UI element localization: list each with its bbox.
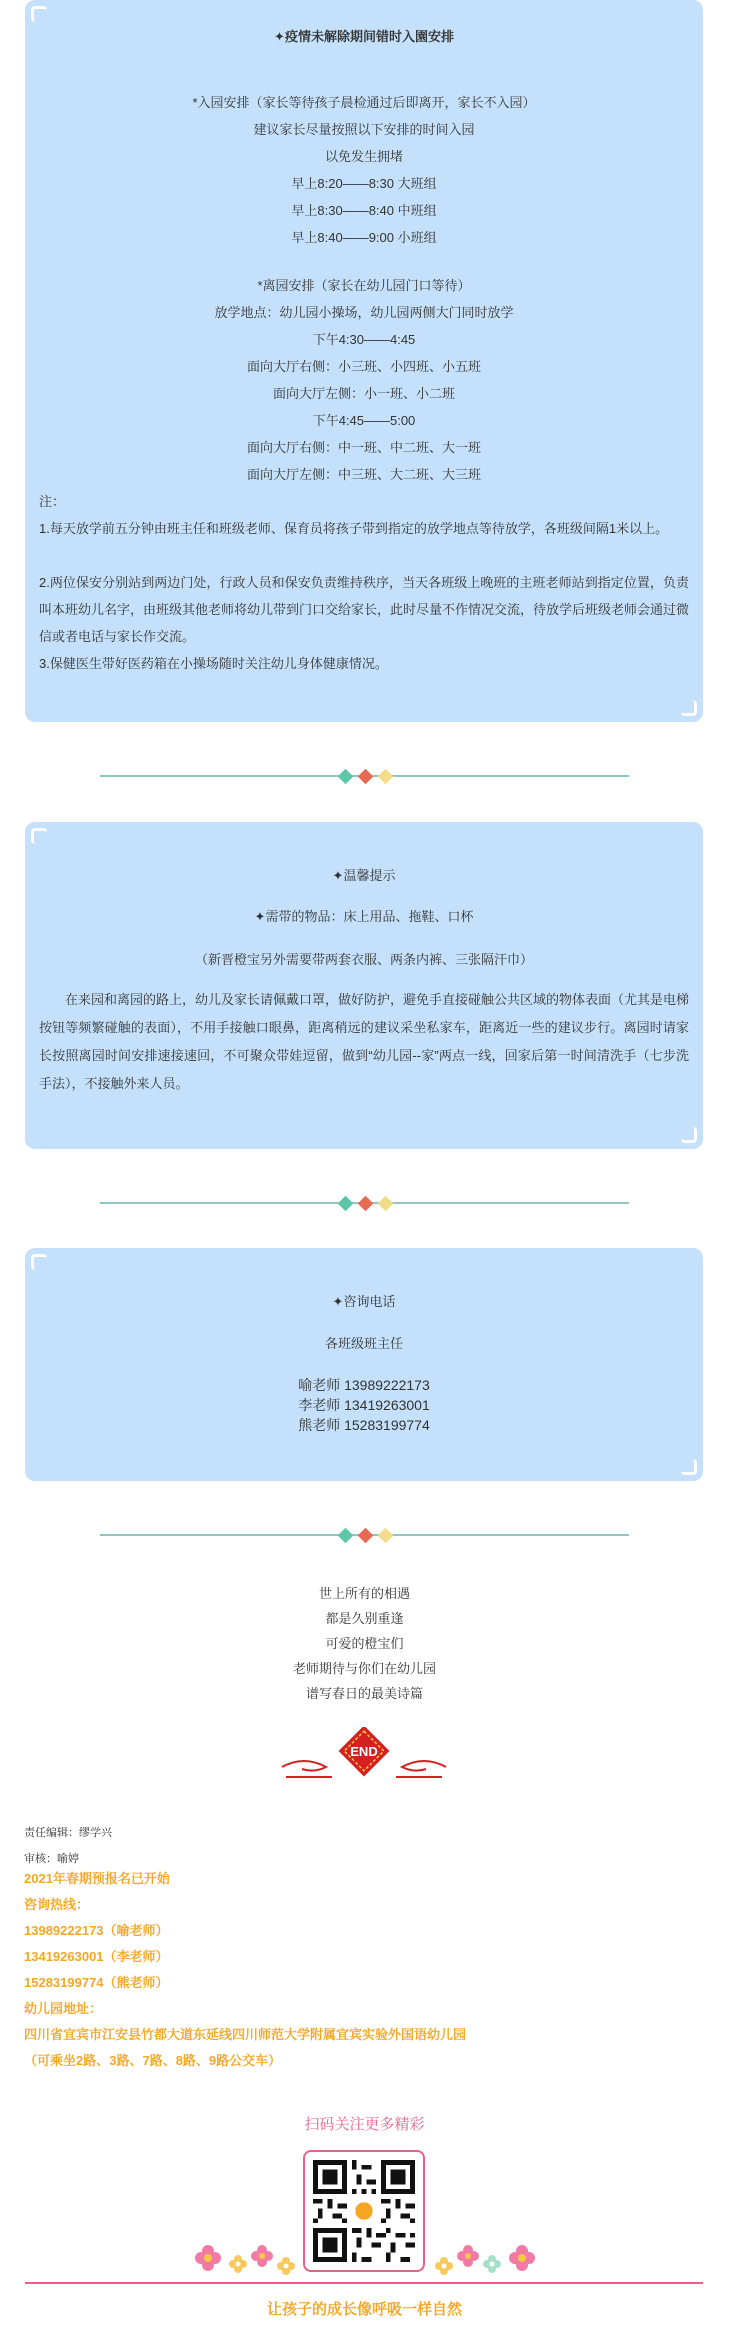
note-label: 注： bbox=[39, 494, 66, 509]
arrive-line: 早上8:30——8:40 中班组 bbox=[291, 203, 437, 218]
arrive-line: 早上8:40——9:00 小班组 bbox=[291, 230, 437, 245]
reviewer-credit: 审核：喻婷 bbox=[24, 1853, 79, 1865]
slogan: 让孩子的成长像呼吸一样自然 bbox=[266, 2301, 462, 2318]
leave-line: 下午4:45——5:00 bbox=[312, 413, 416, 428]
end-badge bbox=[274, 1727, 454, 1795]
contact-subtitle: 各班级班主任 bbox=[324, 1336, 403, 1351]
footer-line: （可乘坐2路、3路、7路、8路、9路公交车） bbox=[24, 2053, 282, 2068]
divider-diamonds-icon bbox=[336, 1196, 396, 1212]
card-heading: ✦疫情未解除期间错时入園安排 bbox=[274, 29, 454, 44]
note-item: 2.两位保安分别站到两边门处，行政人员和保安负责维持秩序，当天各班级上晚班的主班老师站到指定位置，负责叫本班幼儿名字，由班级其他老师将幼儿带到门口交给家长，此时尽量不作情况交流，待放学后班级老师会通过微信或者电话与家长作交流。 bbox=[39, 575, 690, 644]
arrive-title: *入园安排（家长等待孩子晨检通过后即离开，家长不入园） bbox=[192, 95, 536, 110]
corner-decoration-icon bbox=[681, 1127, 697, 1143]
contact-card bbox=[25, 1248, 703, 1481]
card-heading: ✦咨询电话 bbox=[332, 1294, 396, 1309]
footer-line[interactable]: 13419263001（李老师） bbox=[24, 1949, 169, 1964]
poem-line: 都是久别重逢 bbox=[325, 1611, 404, 1626]
card-heading: ✦温馨提示 bbox=[332, 868, 396, 883]
arrive-line: 建议家长尽量按照以下安排的时间入园 bbox=[253, 122, 475, 137]
leave-line: 面向大厅右侧：中一班、中二班、大一班 bbox=[246, 440, 481, 455]
leave-line: 面向大厅左侧：中三班、大二班、大三班 bbox=[246, 467, 481, 482]
editor-credit: 责任编辑：缪学兴 bbox=[24, 1827, 112, 1839]
note-item: 1.每天放学前五分钟由班主任和班级老师、保育员将孩子带到指定的放学地点等待放学，各班级间隔1米以上。 bbox=[39, 521, 669, 536]
leave-line: 下午4:30——4:45 bbox=[312, 332, 416, 347]
corner-decoration-icon bbox=[681, 700, 697, 716]
poem-line: 世上所有的相遇 bbox=[318, 1586, 410, 1601]
corner-decoration-icon bbox=[681, 1459, 697, 1475]
footer-line: 四川省宜宾市江安县竹都大道东延线四川师范大学附属宜宾实验外国语幼儿园 bbox=[24, 2027, 467, 2042]
poem-line: 谱写春日的最美诗篇 bbox=[305, 1686, 423, 1701]
footer-line: 咨询热线： bbox=[24, 1897, 90, 1912]
footer-line: 幼儿园地址： bbox=[24, 2001, 103, 2016]
tips-card bbox=[25, 822, 703, 1149]
flower-decoration-icon bbox=[430, 2238, 540, 2278]
footer-line[interactable]: 15283199774（熊老师） bbox=[24, 1975, 169, 1990]
footer-line[interactable]: 13989222173（喻老师） bbox=[24, 1923, 169, 1938]
flower-decoration-icon bbox=[190, 2238, 300, 2278]
corner-decoration-icon bbox=[31, 828, 47, 844]
end-label: END bbox=[350, 1744, 378, 1759]
qr-code-icon bbox=[313, 2160, 415, 2262]
contact-line[interactable]: 喻老师 13989222173 bbox=[298, 1377, 430, 1393]
leave-line: 面向大厅右侧：小三班、小四班、小五班 bbox=[246, 359, 481, 374]
divider-diamonds-icon bbox=[336, 769, 396, 785]
items-line: ✦需带的物品：床上用品、拖鞋、口杯 bbox=[254, 909, 474, 924]
contact-line[interactable]: 李老师 13419263001 bbox=[298, 1397, 430, 1413]
leave-line: 放学地点：幼儿园小操场，幼儿园两侧大门同时放学 bbox=[214, 305, 514, 320]
poem-line: 可爱的橙宝们 bbox=[325, 1636, 404, 1651]
schedule-card bbox=[25, 0, 703, 722]
sub-note: （新晋橙宝另外需要带两套衣服、两条内裤、三张隔汗巾） bbox=[194, 952, 533, 967]
leave-title: *离园安排（家长在幼儿园门口等待） bbox=[257, 278, 471, 293]
corner-decoration-icon bbox=[31, 6, 47, 22]
contact-line[interactable]: 熊老师 15283199774 bbox=[298, 1417, 430, 1433]
qr-caption: 扫码关注更多精彩 bbox=[304, 2116, 425, 2133]
note-item: 3.保健医生带好医药箱在小操场随时关注幼儿身体健康情况。 bbox=[39, 656, 388, 671]
corner-decoration-icon bbox=[31, 1254, 47, 1270]
footer-divider bbox=[25, 2282, 703, 2284]
arrive-line: 以免发生拥堵 bbox=[324, 149, 403, 164]
tips-paragraph: 在来园和离园的路上，幼儿及家长请佩戴口罩，做好防护，避免手直接碰触公共区域的物体表面（尤其是电梯按钮等频繁碰触的表面），不用手接触口眼鼻，距离稍远的建议采坐私家车，距离近一些的建议步行。离园时请家长按照离园时间安排速接速回，不可聚众带娃逗留，做到“幼儿园--家”两点一线，回家后第一时间清洗手（七步洗手法），不接触外来人员。 bbox=[39, 992, 690, 1091]
qr-code[interactable] bbox=[303, 2150, 425, 2272]
leave-line: 面向大厅左侧：小一班、小二班 bbox=[272, 386, 455, 401]
footer-line: 2021年春期预报名已开始 bbox=[24, 1871, 170, 1886]
divider-diamonds-icon bbox=[336, 1528, 396, 1544]
arrive-line: 早上8:20——8:30 大班组 bbox=[291, 176, 437, 191]
poem-line: 老师期待与你们在幼儿园 bbox=[292, 1661, 436, 1676]
